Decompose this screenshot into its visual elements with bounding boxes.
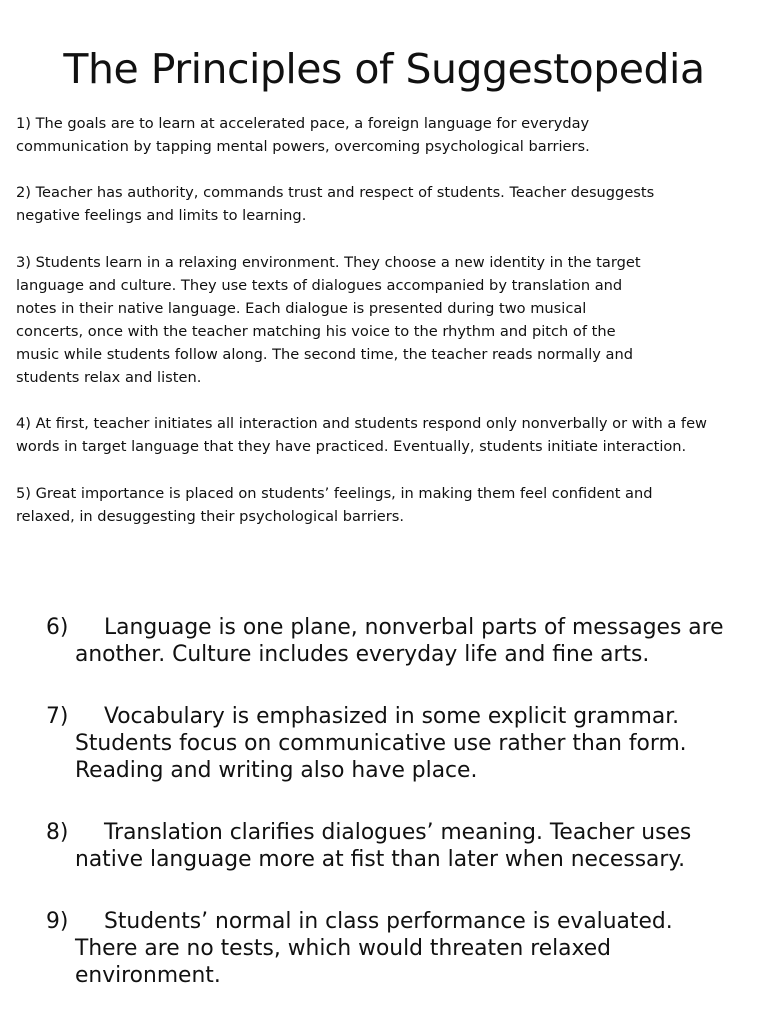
page-title: The Principles of Suggestopedia xyxy=(63,45,705,93)
principle-item-9 xyxy=(46,908,746,989)
item-number: 6) xyxy=(46,615,69,640)
principles-list-part-two xyxy=(46,614,746,1024)
item-text: Translation clarifies dialogues’ meaning. Teacher uses native language more at fist than later when necessary. xyxy=(75,820,692,872)
principle-item-5: 5) Great importance is placed on students’ feelings, in making them feel confident and relaxed, in desuggesting their psychological barriers. xyxy=(16,484,653,525)
principle-item-7 xyxy=(46,703,746,784)
item-number: 7) xyxy=(46,704,69,729)
principle-item-4: 4) At first, teacher initiates all interaction and students respond only nonverbally or with a few words in target language that they have practiced. Eventually, students initiate interaction. xyxy=(16,415,707,456)
principle-item-3: 3) Students learn in a relaxing environment. They choose a new identity in the target language and culture. They use texts of dialogues accompanied by translation and notes in their native language. Each dialogue is presented during two musical concerts, once with the teacher matching his voice to the rhythm and pitch of the music while students follow along. The second time, the teacher reads normally and students relax and listen. xyxy=(16,253,641,387)
principle-item-6 xyxy=(46,614,746,668)
item-number: 8) xyxy=(46,820,69,845)
principle-item-8 xyxy=(46,819,746,873)
principle-item-2: 2) Teacher has authority, commands trust and respect of students. Teacher desuggests negative feelings and limits to learning. xyxy=(16,184,655,225)
principles-list-part-one xyxy=(16,112,764,551)
item-text: Vocabulary is emphasized in some explicit grammar. Students focus on communicative use rather than form. Reading and writing also have place. xyxy=(75,704,687,783)
item-text: Students’ normal in class performance is evaluated. There are no tests, which would threaten relaxed environment. xyxy=(75,909,673,988)
item-number: 9) xyxy=(46,909,69,934)
item-text: Language is one plane, nonverbal parts of messages are another. Culture includes everyday life and fine arts. xyxy=(75,615,724,667)
principle-item-1: 1) The goals are to learn at accelerated pace, a foreign language for everyday communication by tapping mental powers, overcoming psychological barriers. xyxy=(16,115,590,156)
